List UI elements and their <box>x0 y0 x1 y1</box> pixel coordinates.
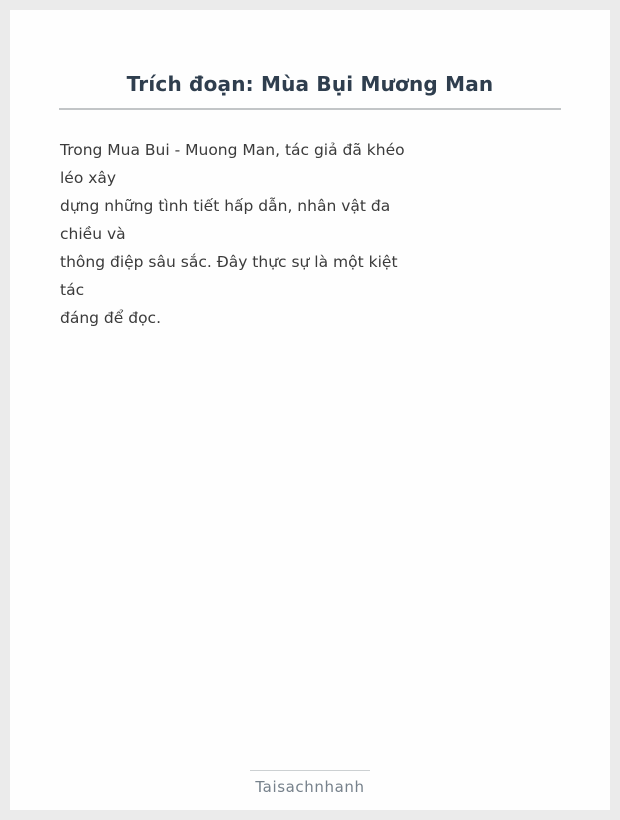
footer-brand: Taisachnhanh <box>255 778 365 796</box>
excerpt-line-5: thông điệp sâu sắc. Đây thực sự là một kiệt <box>60 253 398 271</box>
excerpt-body <box>60 136 562 332</box>
title-divider <box>59 108 561 110</box>
excerpt-line-3: dựng những tình tiết hấp dẫn, nhân vật đa <box>60 197 391 215</box>
footer-divider <box>250 770 370 771</box>
excerpt-line-1: Trong Mua Bui - Muong Man, tác giả đã khéo <box>60 141 405 159</box>
page-footer <box>10 770 610 796</box>
page-title: Trích đoạn: Mùa Bụi Mương Man <box>126 72 494 96</box>
excerpt-line-6: tác <box>60 281 85 299</box>
excerpt-line-4: chiều và <box>60 225 126 243</box>
excerpt-line-2: léo xây <box>60 169 117 187</box>
excerpt-line-7: đáng để đọc. <box>60 309 161 327</box>
document-page <box>10 10 610 810</box>
